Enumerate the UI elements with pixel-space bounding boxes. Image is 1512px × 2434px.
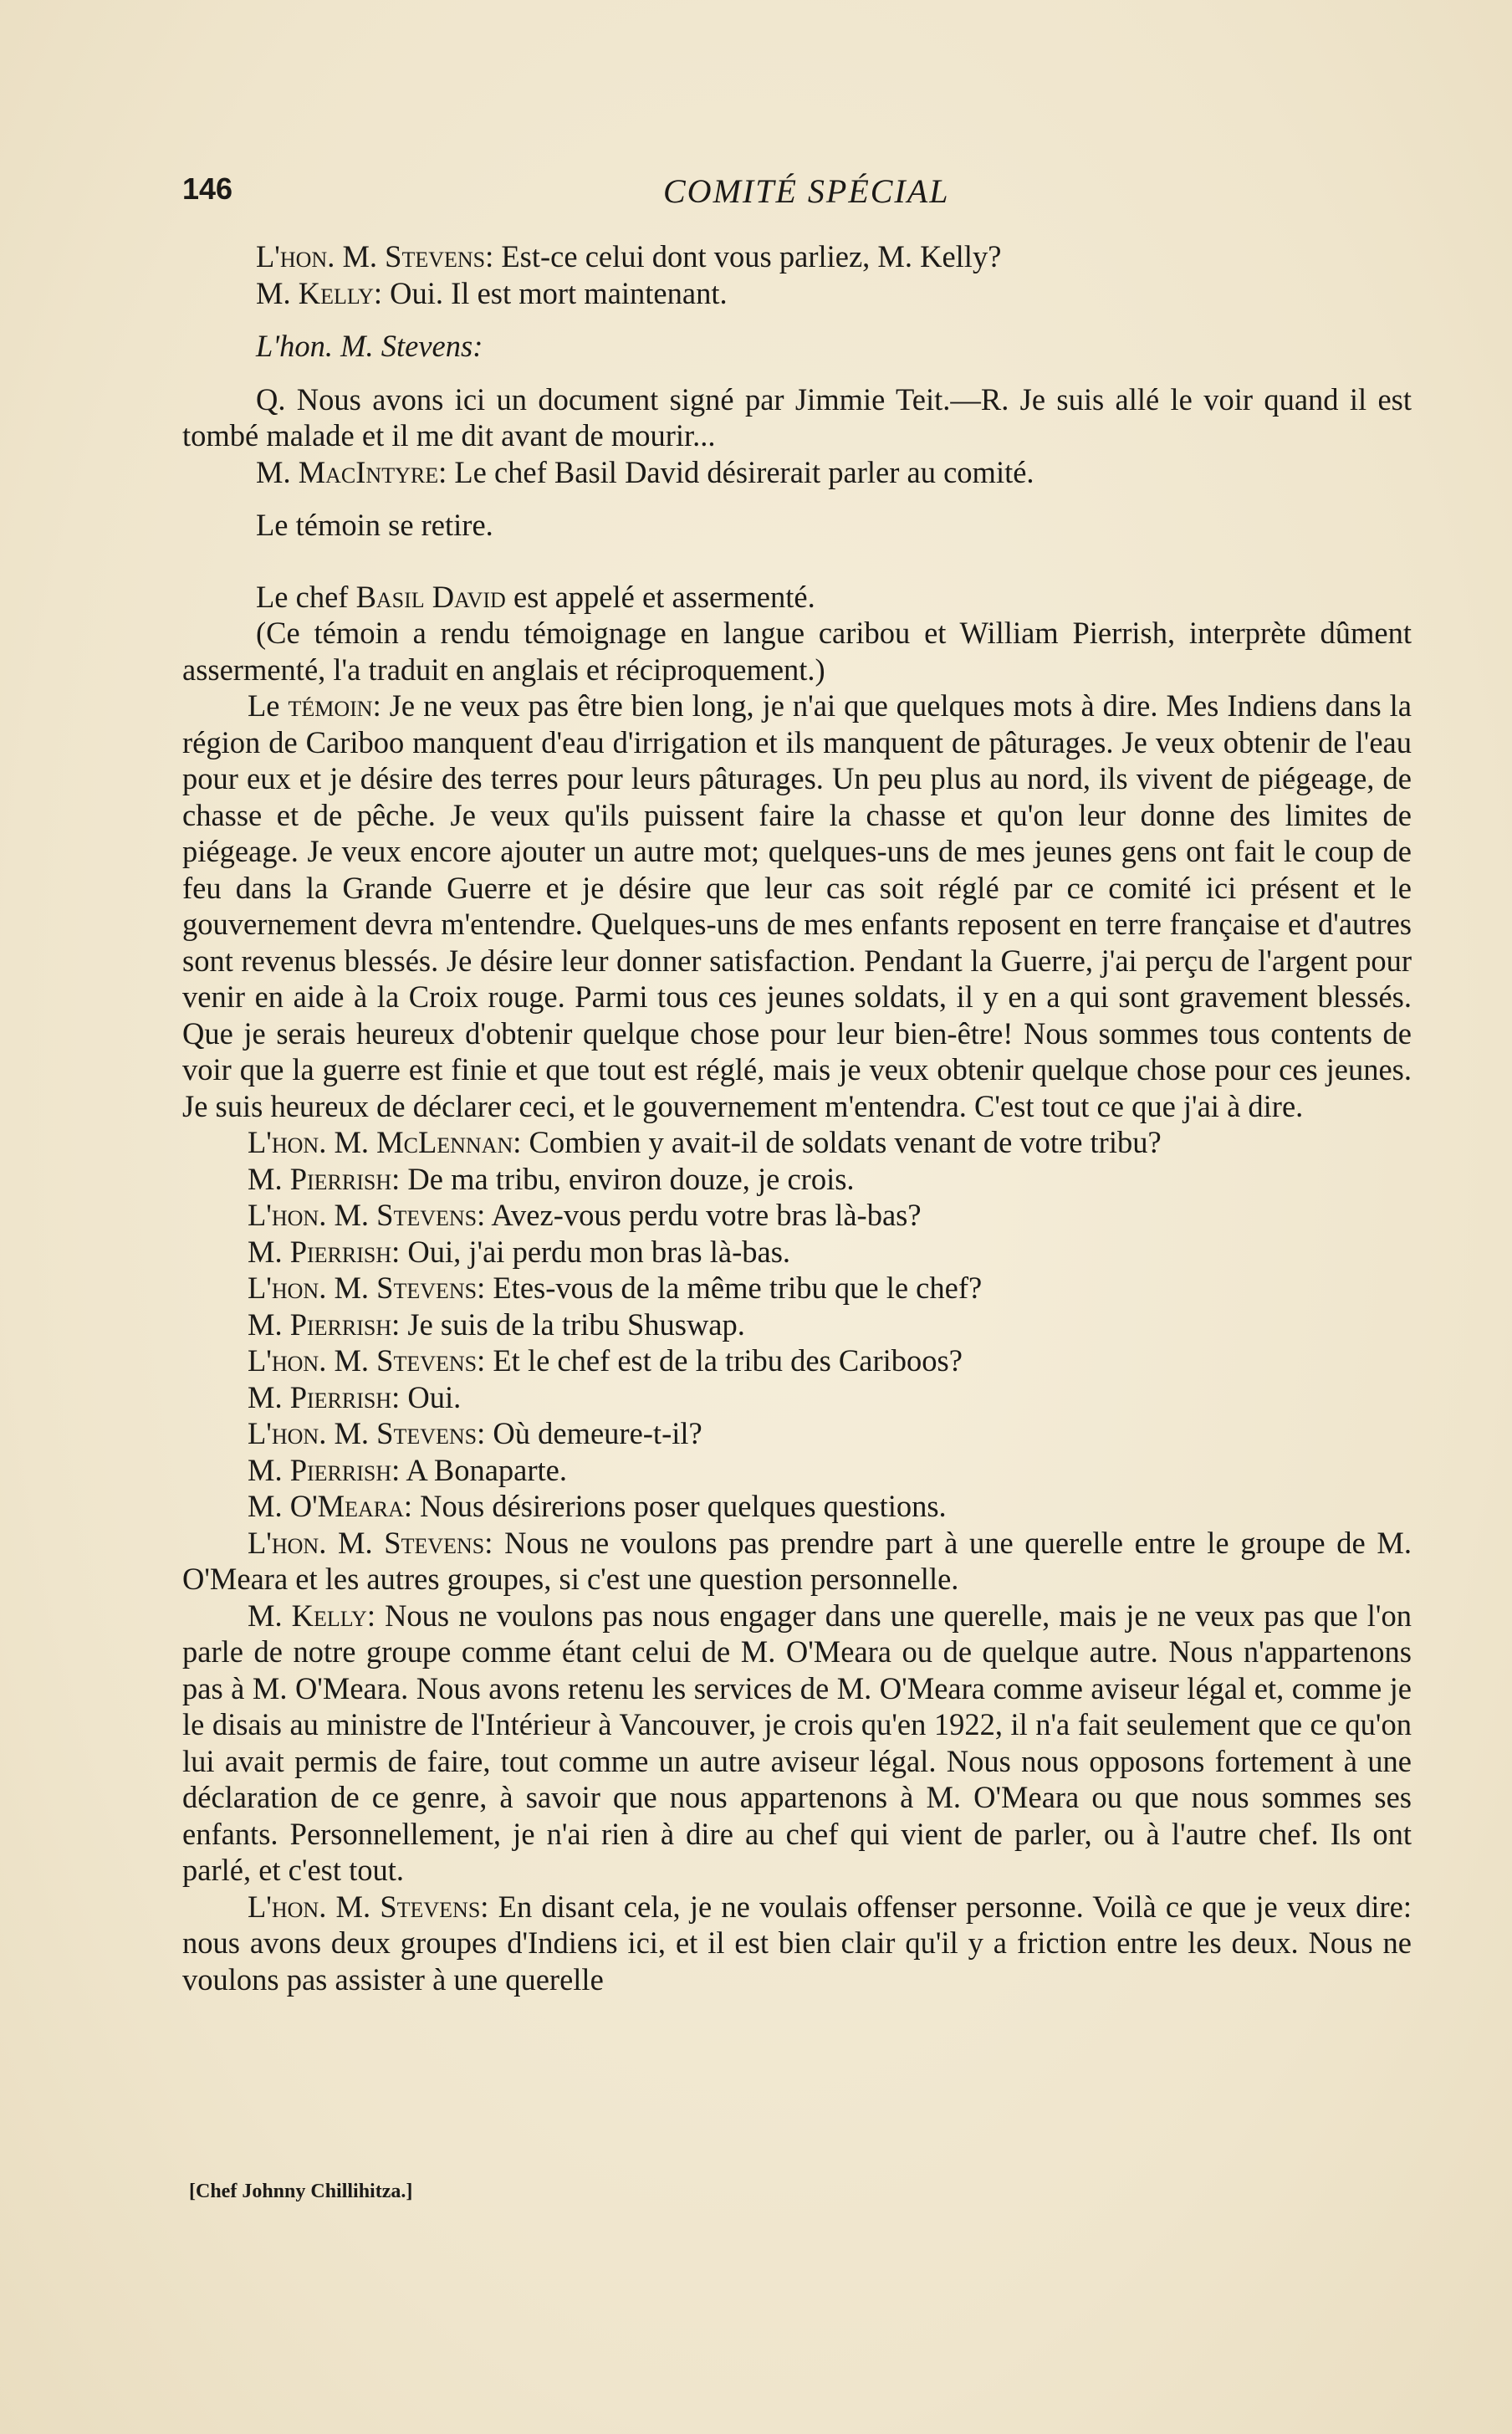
spacer [182, 490, 1412, 507]
body-text [182, 238, 1412, 1997]
witness-name: Basil David [355, 579, 506, 614]
paragraph [182, 1525, 1412, 1598]
speech-text: Oui. Il est mort maintenant. [390, 275, 728, 310]
paragraph [182, 381, 1412, 454]
speaker-label: M. O'Meara: [248, 1489, 413, 1523]
paragraph [182, 579, 1412, 616]
speech-text: En disant cela, je ne voulais offenser personne. Voilà ce que je veux dire: nous avons deux groupes d'Indiens ici, et il est bien clair qu'il y a friction entre les deux. Nous ne voulons pas assister à une querelle [182, 1889, 1412, 1997]
paragraph [182, 1161, 1412, 1198]
paragraph [182, 688, 1412, 1124]
paragraph [182, 1598, 1412, 1889]
speech-text: A Bonaparte. [406, 1452, 567, 1487]
procedure-text: est appelé et assermenté. [513, 579, 815, 614]
paragraph [182, 507, 1412, 544]
speaker-label: M. Kelly: [248, 1598, 375, 1633]
speaker-label: L'hon. M. Stevens: [248, 1343, 486, 1378]
footer-note: [Chef Johnny Chillihitza.] [189, 2181, 413, 2202]
speech-text: Est-ce celui dont vous parliez, M. Kelly? [501, 239, 1002, 274]
speaker-label: M. Pierrish: [248, 1234, 401, 1269]
paragraph [182, 1124, 1412, 1161]
paragraph [182, 328, 1412, 365]
running-title: COMITÉ SPÉCIAL [663, 172, 950, 210]
speech-text: Je ne veux pas être bien long, je n'ai que quelques mots à dire. Mes Indiens dans la région de Cariboo manquent d'eau d'irrigation et ils manquent de pâturages. Je veux obtenir de l'eau pour eux et je désire des terres pour leurs pâturages. Un peu plus au nord, ils vivent de piégeage, de chasse et de pêche. Je veux qu'ils puissent faire la chasse et qu'on leur donne des limites de piégeage. Je veux encore ajouter un autre mot; quelques-uns de mes jeunes gens ont fait le coup de feu dans la Grande Guerre et je désire que leur cas soit réglé par ce comité ici présent et le gouvernement devra m'entendre. Quelques-uns de mes enfants reposent en terre française et d'autres sont revenus blessés. Je désire leur donner satisfaction. Pendant la Guerre, j'ai perçu de l'argent pour venir en aide à la Croix rouge. Parmi tous ces jeunes soldats, il y en a qui sont gravement blessés. Que je serais heureux d'obtenir quelque chose pour leur bien-être! Nous sommes tous contents de voir que la guerre est finie et que tout est réglé, mais je veux obtenir quelque chose pour ces jeunes. Je suis heureux de déclarer ceci, et le gouvernement m'entendra. C'est tout ce que j'ai à dire. [182, 688, 1412, 1123]
paragraph [182, 238, 1412, 275]
speech-text: Où demeure-t-il? [493, 1416, 702, 1450]
speaker-label: M. Pierrish: [248, 1452, 401, 1487]
paragraph [182, 1270, 1412, 1306]
paragraph [182, 1197, 1412, 1234]
spacer [182, 311, 1412, 328]
paragraph [182, 1306, 1412, 1343]
procedure-text: Le chef [256, 579, 349, 614]
paragraph [182, 1234, 1412, 1271]
spacer [182, 365, 1412, 381]
speech-text: Oui, j'ai perdu mon bras là-bas. [407, 1234, 791, 1269]
speech-text: Oui. [407, 1379, 462, 1414]
speech-text: Le [248, 688, 280, 723]
speech-text: Je suis de la tribu Shuswap. [407, 1306, 745, 1342]
paragraph [182, 1889, 1412, 1998]
examiner-heading: L'hon. M. Stevens: [256, 329, 483, 363]
speech-text: Avez-vous perdu votre bras là-bas? [491, 1198, 922, 1232]
paragraph [182, 1342, 1412, 1379]
speaker-label: L'hon. M. Stevens: [256, 239, 494, 274]
speech-text: Le chef Basil David désirerait parler au comité. [454, 454, 1034, 489]
speech-text: De ma tribu, environ douze, je crois. [407, 1161, 855, 1196]
page-number: 146 [182, 171, 233, 206]
interpreter-note: (Ce témoin a rendu témoignage en langue caribou et William Pierrish, interprète dûment assermenté, l'a traduit en anglais et réciproquement.) [182, 616, 1412, 687]
speaker-label: M. Pierrish: [248, 1161, 401, 1196]
speaker-label: L'hon. M. McLennan: [248, 1125, 522, 1159]
speech-text: Nous ne voulons pas nous engager dans une querelle, mais je ne veux pas que l'on parle de notre groupe comme étant celui de M. O'Meara ou de quelque autre. Nous n'appartenons pas à M. O'Meara. Nous avons retenu les services de M. O'Meara comme aviseur légal et, comme je le disais au ministre de l'Intérieur à Vancouver, je crois qu'en 1922, il n'a fait seulement que ce qu'on lui avait permis de faire, tout comme un autre aviseur légal. Nous nous opposons fortement à une déclaration de ce genre, à savoir que nous appartenons à M. O'Meara ou que nous sommes ses enfants. Personnellement, je n'ai rien à dire au chef qui vient de parler, ou à l'autre chef. Ils ont parlé, et c'est tout. [182, 1598, 1412, 1887]
speaker-label: L'hon. M. Stevens: [248, 1198, 486, 1232]
speaker-label: témoin: [288, 688, 381, 723]
paragraph [182, 1488, 1412, 1525]
speaker-label: L'hon. M. Stevens: [248, 1416, 486, 1450]
speaker-label: M. Kelly: [256, 275, 383, 310]
speaker-label: L'hon. M. Stevens: [248, 1525, 493, 1560]
speaker-label: M. Pierrish: [248, 1306, 401, 1342]
speaker-label: L'hon. M. Stevens: [248, 1889, 489, 1924]
paragraph [182, 1415, 1412, 1452]
question-text: Q. Nous avons ici un document signé par Jimmie Teit.—R. Je suis allé le voir quand il est tombé malade et il me dit avant de mourir... [182, 381, 1412, 453]
paragraph [182, 615, 1412, 688]
spacer [182, 544, 1412, 579]
procedure-note: Le témoin se retire. [256, 508, 493, 542]
speaker-label: L'hon. M. Stevens: [248, 1271, 486, 1305]
speech-text: Nous désirerions poser quelques questions. [420, 1489, 947, 1523]
speaker-label: M. MacIntyre: [256, 454, 447, 489]
paragraph [182, 275, 1412, 312]
paragraph [182, 1452, 1412, 1489]
speaker-label: M. Pierrish: [248, 1379, 401, 1414]
page-header [182, 171, 1412, 213]
speech-text: Et le chef est de la tribu des Cariboos? [493, 1343, 963, 1378]
paragraph [182, 454, 1412, 491]
speech-text: Nous ne voulons pas prendre part à une querelle entre le groupe de M. O'Meara et les autres groupes, si c'est une question personnelle. [182, 1525, 1412, 1596]
speech-text: Etes-vous de la même tribu que le chef? [493, 1271, 983, 1305]
paragraph [182, 1379, 1412, 1416]
speech-text: Combien y avait-il de soldats venant de votre tribu? [529, 1125, 1162, 1159]
